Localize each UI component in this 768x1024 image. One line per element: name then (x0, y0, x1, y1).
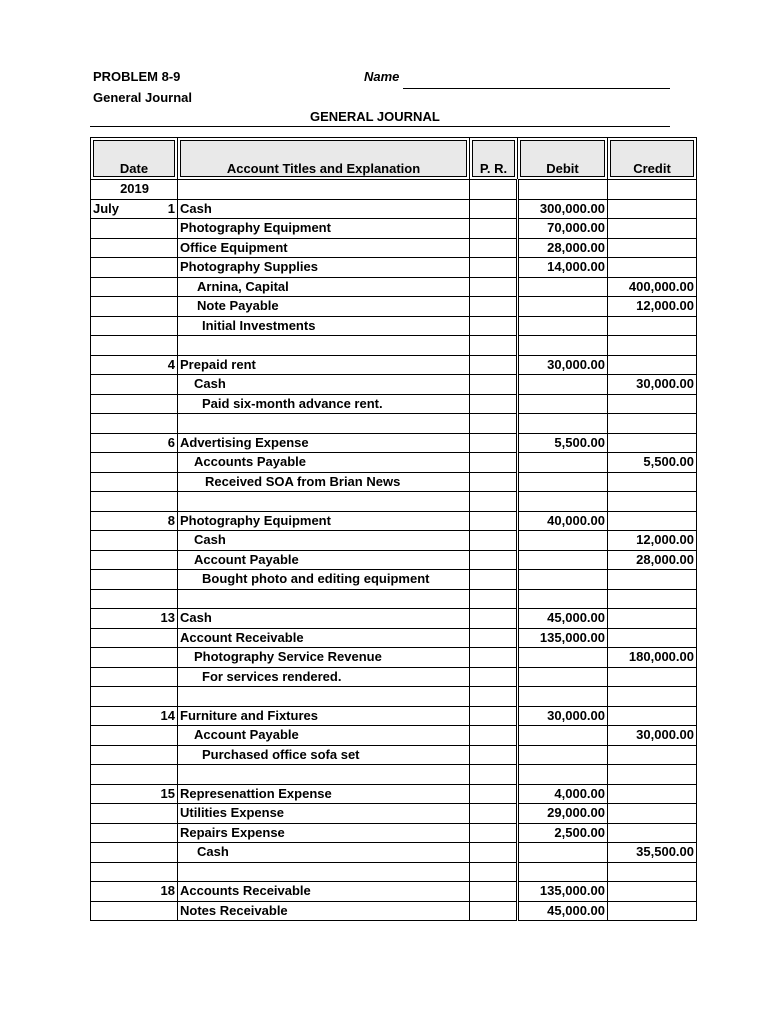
pr-cell (470, 901, 518, 921)
debit-cell: 300,000.00 (518, 199, 608, 219)
date-cell (91, 765, 152, 785)
credit-cell (608, 609, 697, 629)
table-row (91, 843, 697, 863)
credit-cell (608, 823, 697, 843)
debit-cell (518, 316, 608, 336)
account-cell: Purchased office sofa set (178, 745, 470, 765)
day-cell (151, 277, 178, 297)
table-row (91, 277, 697, 297)
date-cell (91, 648, 152, 668)
date-cell (91, 492, 152, 512)
table-row (91, 492, 697, 512)
day-cell (151, 823, 178, 843)
account-cell: Photography Supplies (178, 258, 470, 278)
day-cell (151, 336, 178, 356)
pr-cell (470, 258, 518, 278)
credit-cell: 30,000.00 (608, 726, 697, 746)
table-row (91, 648, 697, 668)
pr-cell (470, 804, 518, 824)
table-row (91, 765, 697, 785)
pr-cell (470, 277, 518, 297)
table-row (91, 882, 697, 902)
table-row (91, 219, 697, 239)
account-cell (178, 765, 470, 785)
table-row (91, 199, 697, 219)
pr-cell (470, 531, 518, 551)
credit-cell (608, 706, 697, 726)
pr-cell (470, 550, 518, 570)
debit-cell: 14,000.00 (518, 258, 608, 278)
account-cell: Account Receivable (178, 628, 470, 648)
pr-cell (470, 297, 518, 317)
account-cell (178, 492, 470, 512)
table-row (91, 453, 697, 473)
pr-cell (470, 843, 518, 863)
account-cell (178, 180, 470, 200)
debit-cell: 5,500.00 (518, 433, 608, 453)
pr-cell (470, 726, 518, 746)
day-cell (151, 375, 178, 395)
credit-cell (608, 687, 697, 707)
pr-cell (470, 394, 518, 414)
date-cell (91, 511, 152, 531)
credit-cell (608, 589, 697, 609)
day-cell: 8 (151, 511, 178, 531)
account-cell: Bought photo and editing equipment (178, 570, 470, 590)
date-cell (91, 804, 152, 824)
day-cell: 4 (151, 355, 178, 375)
journal-body (91, 180, 697, 921)
credit-cell (608, 882, 697, 902)
credit-cell: 30,000.00 (608, 375, 697, 395)
pr-cell (470, 492, 518, 512)
date-cell (91, 784, 152, 804)
table-row (91, 336, 697, 356)
day-cell: 1 (151, 199, 178, 219)
credit-cell (608, 628, 697, 648)
debit-cell: 70,000.00 (518, 219, 608, 239)
debit-cell (518, 687, 608, 707)
day-cell: 15 (151, 784, 178, 804)
pr-cell (470, 589, 518, 609)
debit-cell (518, 843, 608, 863)
title-rule (90, 126, 670, 127)
col-header-pr: P. R. (470, 138, 518, 180)
day-cell (151, 804, 178, 824)
credit-cell (608, 804, 697, 824)
credit-cell: 5,500.00 (608, 453, 697, 473)
account-cell: Photography Equipment (178, 219, 470, 239)
debit-cell (518, 453, 608, 473)
debit-cell (518, 394, 608, 414)
table-row (91, 414, 697, 434)
pr-cell (470, 882, 518, 902)
pr-cell (470, 355, 518, 375)
document-subtitle: General Journal (93, 90, 192, 105)
debit-cell (518, 726, 608, 746)
day-cell (151, 589, 178, 609)
account-cell: Note Payable (178, 297, 470, 317)
day-cell: 6 (151, 433, 178, 453)
table-row (91, 804, 697, 824)
debit-cell: 135,000.00 (518, 628, 608, 648)
date-cell (91, 258, 152, 278)
table-row (91, 355, 697, 375)
table-row (91, 589, 697, 609)
account-cell: Office Equipment (178, 238, 470, 258)
date-cell (91, 531, 152, 551)
credit-cell (608, 745, 697, 765)
date-cell (91, 628, 152, 648)
journal-title: GENERAL JOURNAL (310, 109, 440, 124)
credit-cell: 35,500.00 (608, 843, 697, 863)
table-row (91, 901, 697, 921)
pr-cell (470, 706, 518, 726)
day-cell (151, 297, 178, 317)
debit-cell: 45,000.00 (518, 901, 608, 921)
account-cell: Prepaid rent (178, 355, 470, 375)
pr-cell (470, 414, 518, 434)
pr-cell (470, 180, 518, 200)
credit-cell (608, 355, 697, 375)
credit-cell (608, 258, 697, 278)
day-cell (151, 180, 178, 200)
pr-cell (470, 765, 518, 785)
table-header-row (91, 138, 697, 180)
account-cell (178, 589, 470, 609)
date-cell (91, 375, 152, 395)
account-cell: Utilities Expense (178, 804, 470, 824)
account-cell: Photography Service Revenue (178, 648, 470, 668)
name-line (403, 88, 670, 89)
day-cell: 18 (151, 882, 178, 902)
day-cell (151, 745, 178, 765)
debit-cell (518, 375, 608, 395)
pr-cell (470, 433, 518, 453)
date-cell (91, 238, 152, 258)
pr-cell (470, 375, 518, 395)
account-cell: Cash (178, 375, 470, 395)
credit-cell (608, 472, 697, 492)
debit-cell (518, 648, 608, 668)
day-cell (151, 765, 178, 785)
credit-cell (608, 862, 697, 882)
pr-cell (470, 453, 518, 473)
name-label: Name (364, 69, 400, 84)
credit-cell (608, 492, 697, 512)
account-cell: Represenattion Expense (178, 784, 470, 804)
date-cell (91, 862, 152, 882)
day-cell (151, 258, 178, 278)
date-cell (91, 394, 152, 414)
debit-cell (518, 277, 608, 297)
date-cell (91, 297, 152, 317)
problem-number: PROBLEM 8-9 (93, 69, 181, 84)
table-row (91, 706, 697, 726)
pr-cell (470, 219, 518, 239)
pr-cell (470, 238, 518, 258)
pr-cell (470, 687, 518, 707)
table-row (91, 570, 697, 590)
debit-cell (518, 862, 608, 882)
date-cell (91, 414, 152, 434)
account-cell: Cash (178, 531, 470, 551)
date-cell (91, 706, 152, 726)
pr-cell (470, 472, 518, 492)
table-row (91, 667, 697, 687)
date-cell (91, 316, 152, 336)
account-cell: Account Payable (178, 726, 470, 746)
debit-cell (518, 492, 608, 512)
day-cell (151, 238, 178, 258)
day-cell (151, 667, 178, 687)
day-cell (151, 570, 178, 590)
date-cell (91, 882, 152, 902)
debit-cell: 40,000.00 (518, 511, 608, 531)
day-cell (151, 414, 178, 434)
table-row (91, 609, 697, 629)
date-cell (91, 472, 152, 492)
credit-cell (608, 199, 697, 219)
account-cell: Accounts Payable (178, 453, 470, 473)
credit-cell (608, 238, 697, 258)
table-row (91, 784, 697, 804)
credit-cell (608, 180, 697, 200)
account-cell: Cash (178, 199, 470, 219)
pr-cell (470, 316, 518, 336)
debit-cell: 4,000.00 (518, 784, 608, 804)
table-row (91, 531, 697, 551)
debit-cell: 45,000.00 (518, 609, 608, 629)
table-row (91, 628, 697, 648)
credit-cell (608, 765, 697, 785)
day-cell (151, 472, 178, 492)
pr-cell (470, 823, 518, 843)
day-cell (151, 687, 178, 707)
debit-cell (518, 414, 608, 434)
account-cell: Accounts Receivable (178, 882, 470, 902)
credit-cell: 400,000.00 (608, 277, 697, 297)
date-cell (91, 570, 152, 590)
credit-cell (608, 219, 697, 239)
date-cell (91, 745, 152, 765)
credit-cell (608, 336, 697, 356)
credit-cell (608, 316, 697, 336)
credit-cell: 12,000.00 (608, 531, 697, 551)
col-header-account: Account Titles and Explanation (178, 138, 470, 180)
credit-cell (608, 901, 697, 921)
debit-cell (518, 570, 608, 590)
credit-cell (608, 511, 697, 531)
account-cell: Paid six-month advance rent. (178, 394, 470, 414)
pr-cell (470, 511, 518, 531)
account-cell: Notes Receivable (178, 901, 470, 921)
date-cell (91, 550, 152, 570)
date-cell (91, 589, 152, 609)
table-row (91, 745, 697, 765)
credit-cell: 12,000.00 (608, 297, 697, 317)
credit-cell (608, 394, 697, 414)
debit-cell (518, 589, 608, 609)
day-cell (151, 219, 178, 239)
account-cell: Initial Investments (178, 316, 470, 336)
account-cell: Furniture and Fixtures (178, 706, 470, 726)
pr-cell (470, 609, 518, 629)
debit-cell (518, 745, 608, 765)
day-cell (151, 453, 178, 473)
pr-cell (470, 862, 518, 882)
credit-cell (608, 570, 697, 590)
table-row (91, 472, 697, 492)
date-cell (91, 336, 152, 356)
pr-cell (470, 336, 518, 356)
pr-cell (470, 199, 518, 219)
debit-cell: 135,000.00 (518, 882, 608, 902)
pr-cell (470, 667, 518, 687)
credit-cell (608, 667, 697, 687)
account-cell (178, 336, 470, 356)
credit-cell (608, 784, 697, 804)
pr-cell (470, 784, 518, 804)
account-cell: Arnina, Capital (178, 277, 470, 297)
col-header-credit: Credit (608, 138, 697, 180)
date-cell (91, 433, 152, 453)
date-cell (91, 667, 152, 687)
day-cell (151, 550, 178, 570)
pr-cell (470, 648, 518, 668)
account-cell: Photography Equipment (178, 511, 470, 531)
credit-cell: 28,000.00 (608, 550, 697, 570)
day-cell (151, 492, 178, 512)
debit-cell: 29,000.00 (518, 804, 608, 824)
debit-cell: 28,000.00 (518, 238, 608, 258)
date-cell (91, 843, 152, 863)
day-cell: 14 (151, 706, 178, 726)
date-cell (91, 726, 152, 746)
date-cell (91, 687, 152, 707)
date-cell (91, 355, 152, 375)
account-cell: Received SOA from Brian News (178, 472, 470, 492)
pr-cell (470, 745, 518, 765)
date-cell (91, 609, 152, 629)
day-cell (151, 862, 178, 882)
debit-cell (518, 667, 608, 687)
day-cell (151, 648, 178, 668)
account-cell: For services rendered. (178, 667, 470, 687)
day-cell (151, 394, 178, 414)
table-row (91, 180, 697, 200)
day-cell (151, 726, 178, 746)
table-row (91, 511, 697, 531)
credit-cell (608, 433, 697, 453)
day-cell (151, 901, 178, 921)
day-cell (151, 531, 178, 551)
col-header-debit: Debit (518, 138, 608, 180)
debit-cell (518, 297, 608, 317)
date-cell (91, 901, 152, 921)
pr-cell (470, 570, 518, 590)
table-row (91, 394, 697, 414)
table-row (91, 862, 697, 882)
debit-cell (518, 336, 608, 356)
account-cell: Cash (178, 609, 470, 629)
day-cell (151, 316, 178, 336)
account-cell (178, 414, 470, 434)
debit-cell: 2,500.00 (518, 823, 608, 843)
debit-cell: 30,000.00 (518, 706, 608, 726)
date-cell (91, 453, 152, 473)
date-cell: 2019 (91, 180, 152, 200)
date-cell (91, 219, 152, 239)
debit-cell: 30,000.00 (518, 355, 608, 375)
date-cell: July (91, 199, 152, 219)
account-cell: Account Payable (178, 550, 470, 570)
table-row (91, 297, 697, 317)
credit-cell: 180,000.00 (608, 648, 697, 668)
debit-cell (518, 765, 608, 785)
table-row (91, 258, 697, 278)
debit-cell (518, 472, 608, 492)
journal-table (90, 137, 697, 921)
table-row (91, 375, 697, 395)
account-cell: Cash (178, 843, 470, 863)
table-row (91, 823, 697, 843)
table-row (91, 687, 697, 707)
account-cell (178, 862, 470, 882)
table-row (91, 433, 697, 453)
credit-cell (608, 414, 697, 434)
day-cell (151, 843, 178, 863)
day-cell (151, 628, 178, 648)
account-cell (178, 687, 470, 707)
date-cell (91, 277, 152, 297)
debit-cell (518, 550, 608, 570)
table-row (91, 316, 697, 336)
col-header-date: Date (91, 138, 178, 180)
pr-cell (470, 628, 518, 648)
debit-cell (518, 531, 608, 551)
table-row (91, 726, 697, 746)
account-cell: Advertising Expense (178, 433, 470, 453)
table-row (91, 550, 697, 570)
account-cell: Repairs Expense (178, 823, 470, 843)
table-row (91, 238, 697, 258)
day-cell: 13 (151, 609, 178, 629)
date-cell (91, 823, 152, 843)
debit-cell (518, 180, 608, 200)
